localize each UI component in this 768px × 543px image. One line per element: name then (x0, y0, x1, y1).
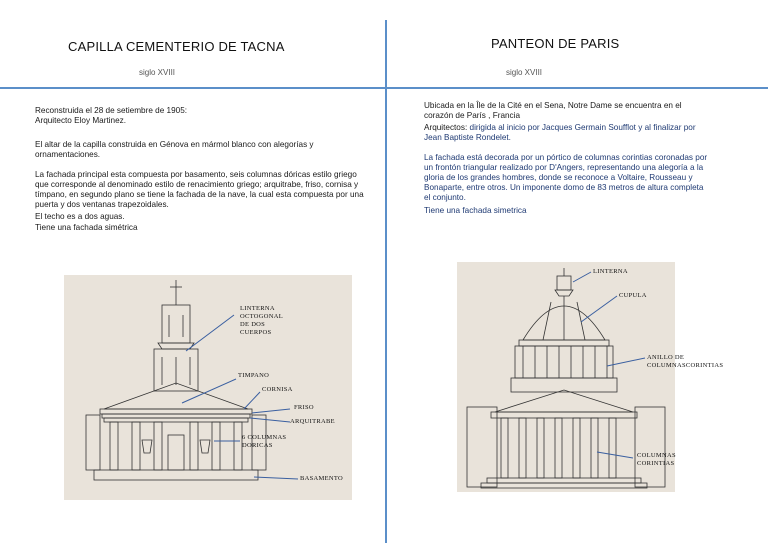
label-columnas-corintias: COLUMNAS CORINTIAS (637, 452, 676, 467)
right-paragraph-2 (424, 123, 709, 143)
left-paragraph-3: La fachada principal esta compuesta por basamento, seis columnas dóricas estilo griego que corresponde al denominado estilo de renacimiento griego; arquitrabe, friso, cornisa y tímpano, en segundo plano se tiene la fachada de la nave, la cual esta compuesta por una puerta y dos ventanas trapezoidales. (35, 170, 364, 209)
label-cornisa: CORNISA (262, 386, 293, 393)
right-siglo: siglo XVIII (506, 68, 543, 77)
left-para1-line2: Arquitecto Eloy Martinez. (35, 116, 127, 125)
label-6-columnas-doricas: 6 COLUMNAS DORICAS (242, 434, 287, 449)
left-paragraph-4: El techo es a dos aguas. (35, 212, 125, 221)
left-para1-line1: Reconstruida el 28 de setiembre de 1905: (35, 106, 188, 115)
label-arquitrabe: ARQUITRABE (290, 418, 335, 425)
label-linterna-octogonal: LINTERNA OCTOGONAL DE DOS CUERPOS (240, 305, 284, 336)
pantheon-drawing (457, 262, 724, 492)
right-para2-prefix: Arquitectos: (424, 123, 470, 132)
left-paragraph-1 (35, 106, 355, 126)
left-siglo: siglo XVIII (139, 68, 176, 77)
vertical-divider (385, 20, 387, 543)
horizontal-divider (0, 87, 768, 89)
chapel-sketch (64, 275, 352, 500)
right-para2-rest: dirigida al inicio por Jacques Germain Soufflot y al finalizar por Jean Baptiste Rondelet. (424, 123, 696, 142)
left-paragraph-5: Tiene una fachada simétrica (35, 223, 138, 232)
label-anillo-columnas-corintias: ANILLO DE COLUMNASCORINTIAS (647, 354, 724, 369)
right-title: PANTEON DE PARIS (491, 36, 620, 51)
label-linterna: LINTERNA (593, 268, 628, 275)
label-timpano: TIMPANO (238, 372, 270, 379)
chapel-drawing (64, 275, 352, 500)
left-paragraph-2: El altar de la capilla construida en Génova en mármol blanco con alegorías y ornamentaciones. (35, 140, 314, 159)
right-paragraph-3: La fachada está decorada por un pórtico de columnas corintias coronadas por un frontón triangular realizado por D'Angers, representando una alegoría a la gloria de los grandes hombres, donde se reconoce a Voltaire, Rousseau y Bonaparte, entre otros. Un imponente domo de 83 metros de altura completa el conjunto. (424, 153, 708, 202)
right-paragraph-4: Tiene una fachada simetrica (424, 206, 527, 215)
label-basamento: BASAMENTO (300, 475, 344, 482)
label-cupula: CUPULA (619, 292, 647, 299)
right-paragraph-1: Ubicada en la Île de la Cité en el Sena, Notre Dame se encuentra en el corazón de París , Francia (424, 101, 682, 120)
label-friso: FRISO (294, 404, 314, 411)
left-title: CAPILLA CEMENTERIO DE TACNA (68, 39, 285, 54)
